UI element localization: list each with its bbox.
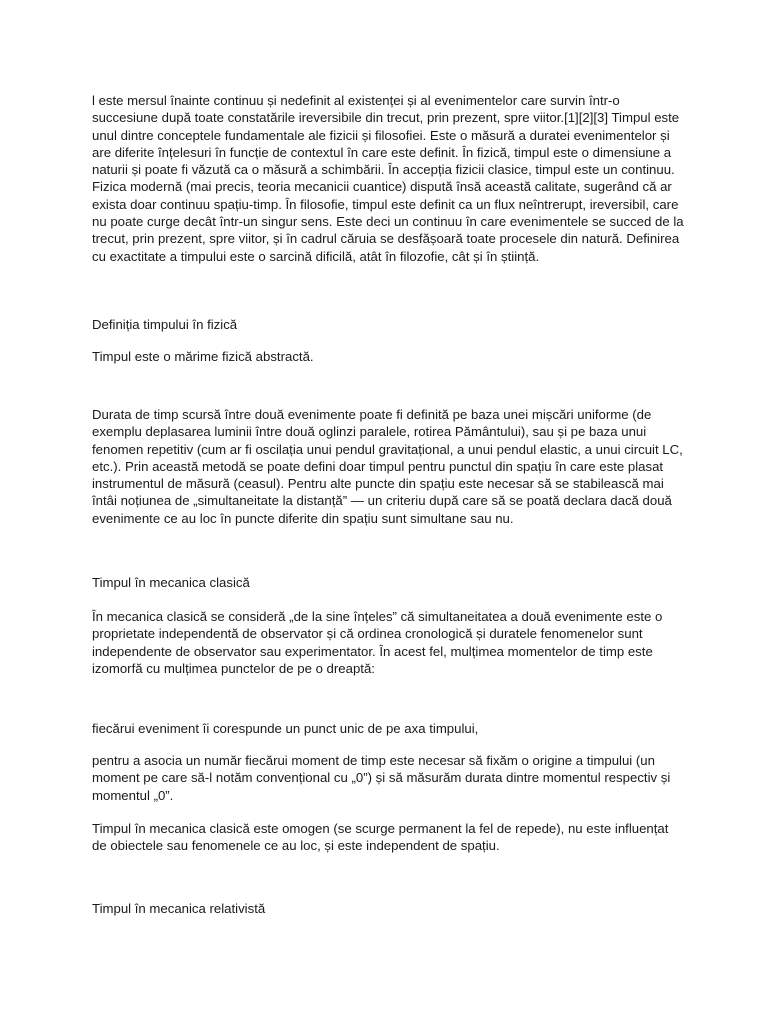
intro-paragraph: l este mersul înainte continuu și nedefinit al existenței și al evenimentelor care survin într-o succesiune după toate constatările ireversibile din trecut, prin prezent, spre viitor.[1][2][3] Timpul este unul dintre conceptele fundamentale ale fizicii și filosofiei. Este o măsură a duratei evenimentelor și are diferite înțelesuri în funcție de contextul în care este definit. În fizică, timpul este o dimensiune a naturii și poate fi văzută ca o măsură a schimbării. În accepția fizicii clasice, timpul este un continuu. Fizica modernă (mai precis, teoria mecanicii cuantice) dispută însă această calitate, sugerând că ar exista doar continuu spațiu-timp. În filosofie, timpul este definit ca un flux neîntrerupt, ireversibil, care nu poate curge decât într-un singur sens. Este deci un continuu în care evenimentele se succed de la trecut, prin prezent, spre viitor, și în cadrul căruia se desfășoară toate procesele din natură. Definirea cu exactitate a timpului este o sarcină dificilă, atât în filozofie, cât și în știință. — [92, 93, 684, 264]
definition-paragraph: Timpul este o mărime fizică abstractă. — [92, 349, 314, 364]
heading-classical: Timpul în mecanica clasică — [92, 575, 250, 590]
heading-definition: Definiția timpului în fizică — [92, 317, 238, 332]
classical-paragraph: În mecanica clasică se consideră „de la sine înțeles” că simultaneitatea a două evenimente este o proprietate independentă de observator și că ordinea cronologică și duratele fenomenelor sunt independente de observator sau experimentator. În acest fel, mulțimea momentelor de timp este izomorfă cu mulțimea punctelor de pe o dreaptă: — [92, 609, 663, 676]
point-one-paragraph: fiecărui eveniment îi corespunde un punct unic de pe axa timpului, — [92, 721, 479, 736]
homogeneous-paragraph: Timpul în mecanica clasică este omogen (se scurge permanent la fel de repede), nu este influențat de obiectele sau fenomenele ce au loc, și este independent de spațiu. — [92, 821, 669, 854]
point-two-paragraph: pentru a asocia un număr fiecărui moment de timp este necesar să fixăm o origine a timpului (un moment pe care să-l notăm convențional cu „0”) și să măsurăm durata dintre momentul respectiv și momentul „0”. — [92, 753, 671, 803]
duration-paragraph: Durata de timp scursă între două evenimente poate fi definită pe baza unei mișcări uniforme (de exemplu deplasarea luminii între două oglinzi paralele, rotirea Pământului), sau și pe baza unui fenomen repetitiv (cum ar fi oscilația unui pendul gravitațional, a unui pendul elastic, a unui circuit LC, etc.). Prin această metodă se poate defini doar timpul pentru punctul din spațiu în care este plasat instrumentul de măsură (ceasul). Pentru alte puncte din spațiu este necesar să se stabilească mai întâi noțiunea de „simultaneitate la distanță” — un criteriu după care să se poată declara dacă două evenimente ce au loc în puncte diferite din spațiu sunt simultane sau nu. — [92, 407, 683, 526]
heading-relativistic: Timpul în mecanica relativistă — [92, 901, 266, 916]
